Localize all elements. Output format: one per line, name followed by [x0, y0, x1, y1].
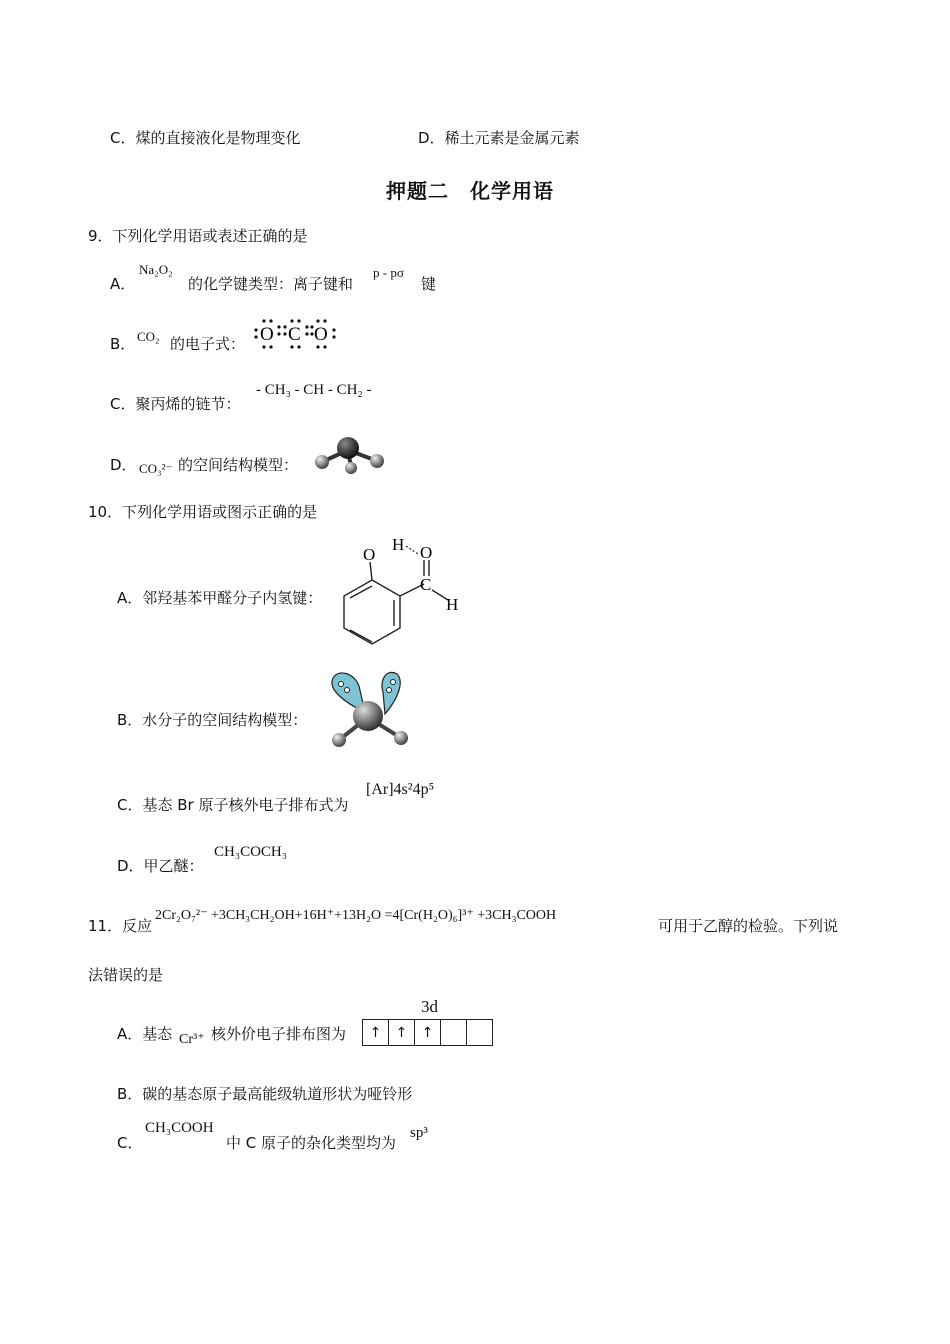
co2-lewis-structure [252, 316, 342, 352]
option-11c-hybrid: sp³ [410, 1125, 428, 1141]
option-9d-label: D． [110, 456, 137, 474]
option-10a-text: A．邻羟基苯甲醛分子内氢键： [117, 589, 323, 607]
lewis-atom-c: C [288, 324, 301, 345]
option-10b-text: B．水分子的空间结构模型： [117, 711, 308, 729]
hydrogen-ball [332, 733, 346, 747]
option-9c-label: C．聚丙烯的链节： [110, 395, 241, 413]
orbital-box [467, 1020, 493, 1046]
option-11c-text: 中 C 原子的杂化类型均为 [226, 1134, 397, 1152]
option-8d: D．稀土元素是金属元素 [418, 129, 580, 147]
section-title: 押题二 化学用语 [386, 179, 554, 203]
oxygen-center-ball [353, 701, 383, 731]
question-11-line2: 法错误的是 [88, 966, 164, 984]
option-9d-text: 的空间结构模型： [178, 456, 299, 474]
hydrogen-ball [394, 731, 408, 745]
option-8c: C．煤的直接液化是物理变化 [110, 129, 301, 147]
struct-h1: H [392, 535, 405, 554]
struct-o1: O [363, 545, 376, 564]
option-9a-label: A． [110, 275, 136, 293]
option-11a-text: A．基态 [117, 1025, 173, 1043]
option-9b-formula: CO₂ [137, 329, 160, 344]
question-9-stem: 9．下列化学用语或表述正确的是 [88, 227, 308, 245]
question-10-stem: 10．下列化学用语或图示正确的是 [88, 503, 318, 521]
co3-ball-model [310, 432, 392, 476]
carbon-ball [337, 437, 359, 459]
option-11c-formula: CH₃COOH [145, 1120, 214, 1136]
lone-pair-lobe [382, 672, 400, 714]
oxygen-ball [370, 454, 384, 468]
struct-h2: H [446, 595, 459, 614]
option-10c-config: [Ar]4s²4p⁵ [366, 781, 435, 798]
salicylaldehyde-structure [336, 532, 466, 652]
orbital-diagram-3d [362, 1019, 493, 1046]
option-9a-formula: Na₂O₂ [139, 262, 173, 277]
lewis-atom-o1: O [260, 324, 274, 345]
option-9d-formula: CO₃²⁻ [139, 461, 173, 476]
orbital-box: ↑ [389, 1020, 415, 1046]
option-9c-formula: - CH₃ - CH - CH₂ - [256, 382, 372, 398]
struct-o2: O [420, 543, 433, 562]
option-9b-text: 的电子式： [170, 335, 246, 353]
question-11-suffix: 可用于乙醇的检验。下列说 [658, 917, 839, 935]
option-9a-bond: p - pσ [373, 265, 404, 280]
option-9a-text: 的化学键类型：离子键和 [188, 275, 354, 293]
option-9a-text-end: 键 [421, 275, 437, 293]
option-11a-ion: Cr³⁺ [179, 1032, 205, 1047]
question-11-equation: 2Cr₂O₇²⁻ +3CH₃CH₂OH+16H⁺+13H₂O =4[Cr(H₂O)₆]³⁺ +3CH₃COOH [155, 908, 557, 923]
option-11a-text2: 核外价电子排布图为 [211, 1025, 347, 1043]
option-9b-label: B． [110, 335, 136, 353]
oxygen-ball [345, 462, 357, 474]
orbital-box: ↑ [415, 1020, 441, 1046]
question-11-prefix: 11．反应 [88, 917, 153, 935]
orbital-label-3d: 3d [421, 997, 438, 1016]
orbital-box: ↑ [363, 1020, 389, 1046]
oxygen-ball [315, 455, 329, 469]
option-11c-label: C． [117, 1134, 143, 1152]
water-vsepr-model [325, 668, 417, 752]
option-10d-text: D．甲乙醚： [117, 857, 204, 875]
lewis-atom-o2: O [314, 324, 328, 345]
option-11b-text: B．碳的基态原子最高能级轨道形状为哑铃形 [117, 1085, 413, 1103]
option-10c-text: C．基态 Br 原子核外电子排布式为 [117, 796, 349, 814]
option-10d-formula: CH₃COCH₃ [214, 844, 287, 860]
struct-c: C [420, 575, 432, 594]
orbital-box [441, 1020, 467, 1046]
